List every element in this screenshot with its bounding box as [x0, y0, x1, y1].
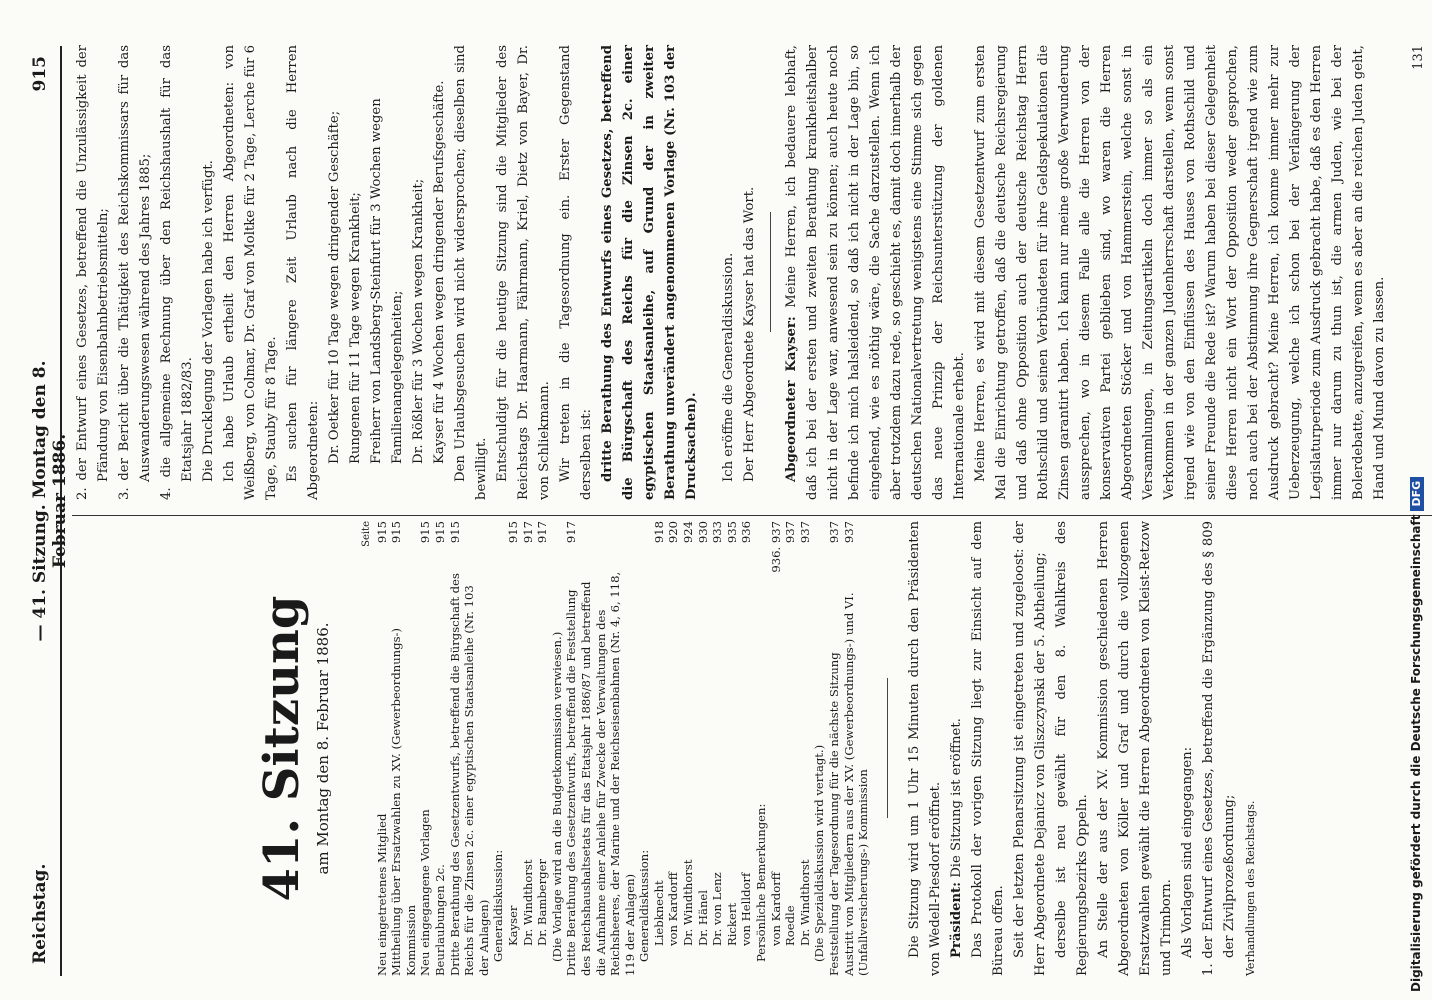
- toc-entry-page: 935: [724, 521, 739, 544]
- toc-entry-text: Dr. Windthorst: [681, 859, 696, 946]
- commission-paragraph: An Stelle der aus der XV. Kommission geschiedenen Herren Abgeordneten von Köller und Graf und durch die vollzogenen Ersatzwahlen gewählt die Herren Abgeordneten von Kleist-Retzow und Trimborn.: [1095, 521, 1174, 976]
- toc-entry-page: 918: [651, 521, 666, 544]
- protocol-paragraph: Das Protokoll der vorigen Sitzung liegt zur Einsicht auf dem Büreau offen.: [969, 521, 1006, 976]
- toc-entry-text: von Kardorff: [666, 872, 681, 946]
- session-date: am Montag den 8. Februar 1886.: [314, 622, 332, 875]
- toc-entry-page: 936. 937: [768, 521, 783, 573]
- toc-entry-page: 915: [432, 521, 447, 544]
- longer-leave-paragraph: Es suchen für längere Zeit Urlaub nach die Herren Abgeordneten:: [285, 45, 321, 500]
- toc-entry: [535, 521, 550, 976]
- toc-entry-page: 920: [666, 521, 681, 544]
- vorlage-2: 2. der Entwurf eines Gesetzes, betreffend die Unzulässigkeit der Pfändung von Eisenbahnbetriebsmitteln;: [75, 45, 111, 500]
- toc-entry-text: Kayser: [505, 905, 520, 946]
- kayser-speech-1: [781, 45, 970, 500]
- toc-entry-text: Dr. Windthorst: [797, 859, 812, 946]
- absent-member: Dr. Oetker für 10 Tage wegen dringender Geschäfte;: [327, 110, 342, 464]
- divider: [887, 679, 888, 819]
- toc-entry: [550, 521, 565, 976]
- toc-entry-page: 937: [827, 521, 841, 544]
- excused-paragraph: Entschuldigt für die heutige Sitzung sind die Mitglieder des Reichstags Dr. Haarmann, Fährmann, Kriel, Dietz von Bayer, Dr. von Schliekmann.: [495, 45, 552, 500]
- absent-member: Dr. Rößler für 3 Wochen wegen Krankheit;: [411, 178, 426, 464]
- toc-entry: [812, 521, 827, 976]
- toc-entry-text: von Helldorf: [739, 872, 754, 946]
- give-floor: Der Herr Abgeordnete Kayser hat das Wort.: [742, 186, 757, 482]
- speaker-label: Präsident:: [948, 881, 964, 958]
- table-of-contents: [360, 521, 871, 976]
- digitization-label: Digitalisierung gefördert durch die Deutsche Forschungsgemeinschaft: [1409, 514, 1423, 992]
- toc-entry: [521, 521, 536, 976]
- toc-entry-text: Generaldiskussion:: [491, 849, 506, 962]
- new-member-paragraph: Seit der letzten Plenarsitzung ist eingetreten und zugeloost: der Herr Abgeordnete Dejanicz von Gliszczynski der 5. Abtheilung;: [1011, 521, 1048, 976]
- toc-entry: [725, 521, 740, 976]
- toc-entry: [696, 521, 711, 976]
- vorlagen-intro: Als Vorlagen sind eingegangen:: [1179, 746, 1195, 958]
- column-divider: [72, 515, 1432, 516]
- toc-entry: [710, 521, 725, 976]
- toc-entry-page: 917: [520, 521, 535, 544]
- toc-entry-page: 915: [389, 521, 404, 544]
- toc-entry-text: Mittheilung über Ersatzwahlen zu XV. (Gewerbeordnungs-) Kommission: [389, 628, 418, 976]
- speaker-label: Abgeordneter Kayser:: [784, 316, 799, 482]
- toc-entry-page: 915: [447, 521, 462, 544]
- toc-entry: [375, 521, 390, 976]
- toc-entry: [506, 521, 521, 976]
- vorlage-4: 4. die allgemeine Rechnung über den Reichshaushalt für das Etatsjahr 1882/83.: [159, 45, 195, 500]
- toc-entry: [783, 521, 798, 976]
- president-paragraph: [946, 521, 967, 976]
- toc-entry-page: 917: [535, 521, 550, 544]
- toc-entry: [564, 521, 637, 976]
- toc-entry: [433, 521, 448, 976]
- right-column: [72, 45, 1432, 500]
- toc-entry-text: Neu eingegangene Vorlagen: [418, 809, 433, 976]
- absent-member: Freiherr von Landsberg-Steinfurt für 3 Wochen wegen Familienangelegenheiten;: [369, 98, 405, 464]
- toc-entry-text: Rickert: [724, 902, 739, 946]
- toc-entry: [681, 521, 696, 976]
- toc-entry-text: von Kardorff: [768, 872, 783, 946]
- toc-entry-text: Liebknecht: [651, 880, 666, 946]
- opening-paragraph: Die Sitzung wird um 1 Uhr 15 Minuten durch den Präsidenten von Wedell-Piesdorf eröffnet.: [906, 521, 943, 976]
- absent-list: [324, 45, 450, 500]
- toc-entry-text: Dritte Berathung des Gesetzentwurfs, betreffend die Feststellung des Reichshaushaltsetats für das Etatsjahr 1886/87 und betreffend die Aufnahme einer Anleihe für Zwecke der Verwaltungen des Reichsheeres, der Marine und der Reichseisenbahnen (Nr. 4, 6, 118, 119 der Anlagen): [564, 571, 637, 976]
- toc-entry: [491, 521, 506, 976]
- president-text: Die Sitzung ist eröffnet.: [948, 718, 964, 878]
- toc-entry: [842, 521, 871, 976]
- leave-granted: Den Urlaubsgesuchen wird nicht widersprochen; dieselben sind bewilligt.: [453, 45, 489, 500]
- header-left: Reichstag.: [30, 863, 50, 964]
- toc-entry: [739, 521, 754, 976]
- toc-seite-label: Seite: [361, 521, 372, 547]
- toc-entry: [798, 521, 813, 976]
- byelection-paragraph: derselbe ist neu gewählt für den 8. Wahlkreis des Regierungsbezirks Oppeln.: [1053, 521, 1090, 976]
- toc-entry: [769, 521, 784, 976]
- toc-entry: [652, 521, 667, 976]
- open-debate: Ich eröffne die Generaldiskussion.: [721, 252, 736, 482]
- toc-entry: [418, 521, 433, 976]
- absent-member: Rungenen für 11 Tage wegen Krankheit;: [348, 192, 363, 464]
- dfg-logo: DFG: [1410, 477, 1424, 511]
- toc-entry-text: Roedle: [783, 905, 798, 946]
- digitization-note: [1406, 8, 1426, 992]
- toc-entry-page: 915: [418, 521, 433, 544]
- agenda-paragraph: Wir treten in die Tagesordnung ein. Erster Gegenstand derselben ist:: [558, 45, 594, 500]
- leave-paragraph: Ich habe Urlaub ertheilt den Herren Abgeordneten: von Weißberg, von Colmar, Dr. Graf von Moltke für 2 Tage, Lerche für 6 Tage, Stauby für 8 Tage.: [222, 45, 279, 500]
- toc-entry: [754, 521, 769, 976]
- toc-entry-text: Persönliche Bemerkungen:: [754, 803, 769, 962]
- page-header: [0, 46, 70, 976]
- toc-entry-text: Austritt von Mitgliedern aus der XV. (Gewerbeordnungs-) und VI. (Unfallversicherungs-) Kommission: [841, 592, 871, 976]
- toc-entry-text: Dr. von Lenz: [710, 872, 725, 946]
- toc-entry-text: (Die Vorlage wird an die Budgetkommission verwiesen.): [549, 631, 564, 962]
- page-number: 915: [30, 56, 50, 92]
- toc-entry-text: (Die Spezialdiskussion wird vertagt.): [812, 744, 827, 962]
- header-center: — 41. Sitzung. Montag den 8. Februar 1886.: [30, 360, 70, 642]
- kayser-text-1: Meine Herren, ich bedauere lebhaft, daß ich bei der ersten und zweiten Berathung krankheitshalber nicht in der Lage war, anwesend sein zu können; auch heute noch befinde ich mich halsleidend, so daß ich nicht in der Lage bin, so eingehend, wie es nöthig wäre, die Sache darzustellen. Wenn ich aber trotzdem dazu rede, so geschieht es, damit doch innerhalb der deutschen Nationalvertretung wenigstens eine Stimme sich gegen das neue Prinzip der Reichsunterstützung der goldenen Internationale erhebt.: [784, 45, 967, 500]
- toc-entry: [448, 521, 492, 976]
- toc-entry: [827, 521, 842, 976]
- toc-entry-page: 937: [783, 521, 798, 544]
- toc-entry-text: Dritte Berathung des Gesetzentwurfs, betreffend die Bürgschaft des Reichs für die Zinsen 2c. einer egyptischen Staatsanleihe (Nr. 103 der Anlagen): [447, 573, 491, 976]
- toc-entry-text: Feststellung der Tagesordnung für die nächste Sitzung: [827, 652, 841, 976]
- toc-entry-page: 937: [841, 521, 856, 544]
- absent-member: Kayser für 4 Wochen wegen dringender Berufsgeschäfte.: [432, 80, 447, 464]
- toc-entry-text: Beurlaubungen 2c.: [432, 864, 447, 976]
- toc-entry-page: 936: [739, 521, 754, 544]
- left-column: [72, 521, 1432, 976]
- digitization-text: [1406, 8, 1426, 992]
- divider: [770, 213, 771, 333]
- toc-entry-text: Generaldiskussion:: [637, 849, 652, 962]
- toc-entry-text: Dr. Windthorst: [520, 859, 535, 946]
- toc-entry-text: Neu eingetretenes Mitglied: [374, 813, 389, 976]
- session-title: 41. Sitzung: [254, 595, 310, 902]
- sheet-number: 131: [1411, 45, 1426, 70]
- toc-entry-page: 933: [710, 521, 725, 544]
- kayser-speech-2: Meine Herren, es wird mit diesem Gesetzentwurf zum ersten Mal die Einrichtung getroffen, daß die deutsche Reichsregierung und daß ohne Opposition auch der deutsche Reichstag Herrn Rothschild und seinen Verbündeten für ihre Geldspekulationen die Zinsen garantirt haben. Ich kann nur meine große Verwunderung aussprechen, wo in diesem Falle alle die Herren von der konservativen Partei geblieben sind, wo waren die Herren Abgeordneten Stöcker und von Hammerstein, welche sonst in Versammlungen, in Zeitungsartikeln doch immer so als ein Verkommen in der ganzen Judenherrschaft darstellen, wenn sonst irgend wie von den Einflüssen des Hauses von Rothschild und seiner Freunde die Rede ist? Warum haben bei dieser Gelegenheit diese Herren nicht ein Wort der Opposition weder gesprochen, noch auch bei der Abstimmung ihre Gegnerschaft irgend wie zum Ausdruck gebracht? Meine Herren, ich komme immer mehr zur Ueberzeugung, welche ich schon bei der Verlängerung der Legislaturperiode zum Ausdruck gebracht habe, daß es den Herren immer nur darum zu thun ist, die armen Juden, wie bei der Bolerdebatte, anzugreifen, wenn es aber an die reichen Juden geht, Hand und Mund davon zu lassen.: [973, 45, 1387, 500]
- toc-entry: [637, 521, 652, 976]
- toc-entry-page: 937: [797, 521, 812, 544]
- toc-entry-page: 915: [374, 521, 389, 544]
- toc-entry: [389, 521, 418, 976]
- toc-entry-text: Dr. Hänel: [695, 890, 710, 946]
- toc-entry-page: 924: [681, 521, 696, 544]
- toc-entry-page: 930: [695, 521, 710, 544]
- toc-entry-page: 917: [564, 521, 579, 544]
- agenda-item: dritte Berathung des Entwurfs eines Gesetzes, betreffend die Bürgschaft des Reichs für die Zinsen 2c. einer egyptischen Staatsanleihe, auf Grund der in zweiter Berathung unverändert angenommenen Vorlage (Nr. 103 der Drucksachen).: [600, 45, 699, 500]
- footer-source: Verhandlungen des Reichstags.: [1243, 800, 1257, 976]
- toc-entry-text: Dr. Bamberger: [535, 858, 550, 946]
- printing-note: Die Drucklegung der Vorlagen habe ich verfügt.: [201, 160, 216, 482]
- vorlage-1: 1. der Entwurf eines Gesetzes, betreffend die Ergänzung des § 809 der Zivilprozeßordnung;: [1200, 521, 1237, 976]
- toc-entry: [666, 521, 681, 976]
- toc-entry-page: 915: [505, 521, 520, 544]
- vorlage-3: 3. der Bericht über die Thätigkeit des Reichskommissars für das Auswanderungswesen während des Jahres 1885;: [117, 45, 153, 500]
